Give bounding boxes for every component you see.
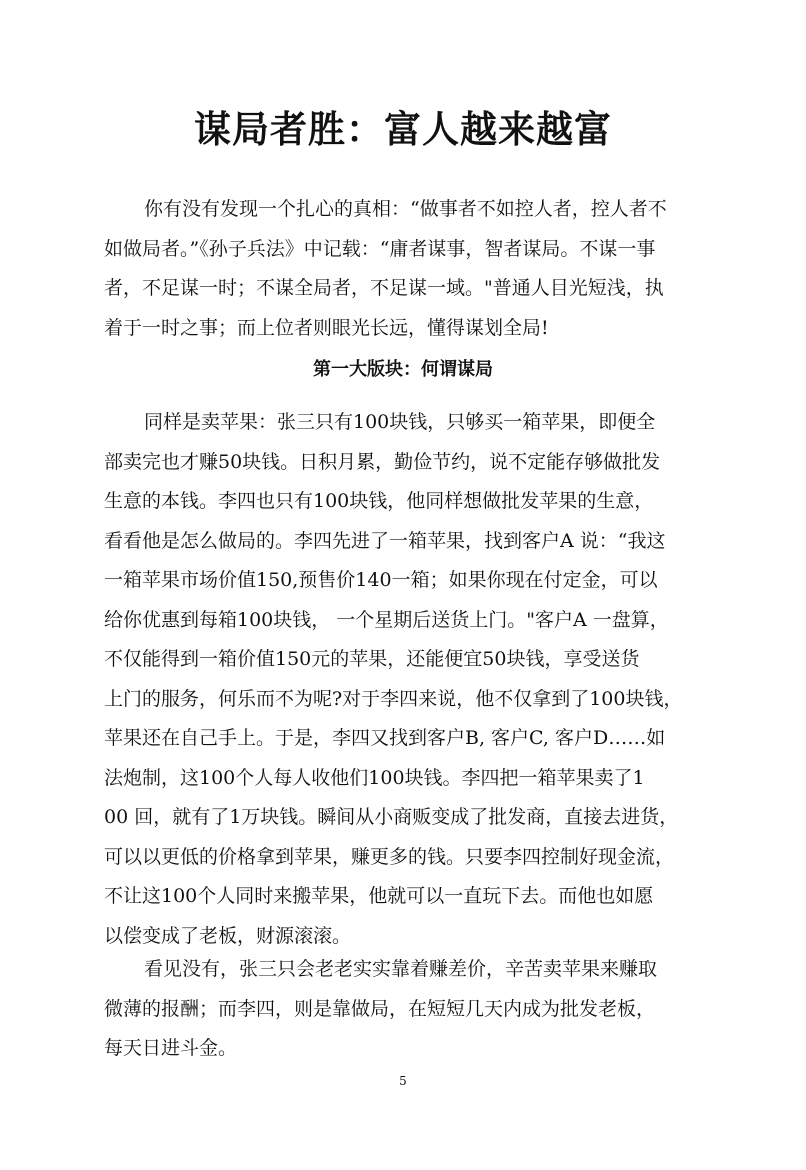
text-line: 00 回，就有了1万块钱。瞬间从小商贩变成了批发商，直接去进货， xyxy=(104,806,679,828)
page-number: 5 xyxy=(399,1074,407,1088)
text-line: 不仅能得到一箱价值150元的苹果，还能便宜50块钱，享受送货 xyxy=(104,648,640,670)
text-line: 微薄的报酬；而李四，则是靠做局，在短短几天内成为批发老板， xyxy=(104,997,656,1020)
text-line: 你有没有发现一个扎心的真相：“做事者不如控人者，控人者不 xyxy=(144,198,667,220)
text-line: 以偿变成了老板，财源滚滚。 xyxy=(104,924,352,947)
section-heading: 第一大版块：何谓谋局 xyxy=(313,359,493,380)
text-line: 法炮制，这100个人每人收他们100块钱。李四把一箱苹果卖了1 xyxy=(104,766,645,789)
text-line: 可以以更低的价格拿到苹果，赚更多的钱。只要李四控制好现金流， xyxy=(104,845,675,868)
text-line: 如做局者。”《孙子兵法》中记载：“庸者谋事，智者谋局。不谋一事 xyxy=(104,237,656,260)
text-line: 部卖完也才赚50块钱。日积月累，勤俭节约，说不定能存够做批发 xyxy=(104,450,661,473)
intro-paragraph xyxy=(104,190,688,348)
text-line: 一箱苹果市场价值150,预售价140一箱；如果你现在付定金，可以 xyxy=(104,569,658,591)
text-line: 生意的本钱。李四也只有100块钱，他同样想做批发苹果的生意， xyxy=(104,490,654,512)
text-line: 苹果还在自己手上。于是，李四又找到客户B, 客户C, 客户D……如 xyxy=(104,727,666,749)
text-line: 上门的服务，何乐而不为呢?对于李四来说，他不仅拿到了100块钱， xyxy=(104,687,683,710)
apple-story-paragraph xyxy=(104,403,688,956)
text-line: 着于一时之事；而上位者则眼光长远，懂得谋划全局! xyxy=(104,316,549,339)
text-line: 看见没有，张三只会老老实实靠着赚差价，辛苦卖苹果来赚取 xyxy=(144,958,658,980)
text-line: 同样是卖苹果：张三只有100块钱，只够买一箱苹果，即便全 xyxy=(144,411,656,433)
text-line: 者，不足谋一时；不谋全局者，不足谋一域。"普通人目光短浅，执 xyxy=(104,277,664,299)
page-title: 谋局者胜：富人越来越富 xyxy=(194,108,612,151)
text-line: 不让这100个人同时来搬苹果，他就可以一直玩下去。而他也如愿 xyxy=(104,885,654,907)
text-line: 每天日进斗金。 xyxy=(104,1037,238,1059)
text-line: 看看他是怎么做局的。李四先进了一箱苹果，找到客户A 说：“我这 xyxy=(104,529,666,552)
conclusion-paragraph xyxy=(104,950,688,1069)
text-line: 给你优惠到每箱100块钱， 一个星期后送货上门。"客户A 一盘算， xyxy=(104,608,669,631)
